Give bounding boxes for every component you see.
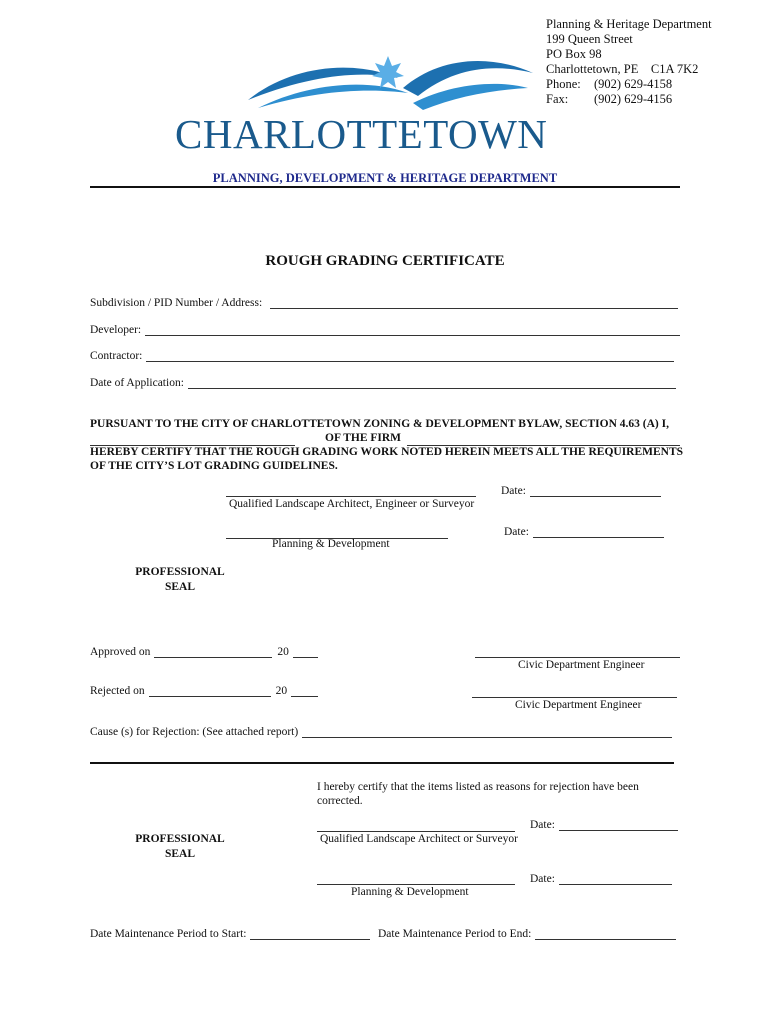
- logo-waves-icon: [238, 48, 538, 110]
- correction-planning-signature[interactable]: [317, 883, 515, 885]
- approved-on-label: Approved on: [90, 646, 151, 658]
- date-label: Date:: [501, 485, 526, 497]
- phone-number: (902) 629-4158: [594, 77, 673, 91]
- city-postal: Charlottetown, PE C1A 7K2: [546, 62, 699, 76]
- qualified-signature-line[interactable]: [226, 495, 476, 497]
- rejected-on-field[interactable]: [90, 685, 318, 697]
- correction-qualified-signature[interactable]: [317, 830, 515, 832]
- correction-planning-caption: Planning & Development: [351, 886, 469, 898]
- correction-statement: [317, 780, 677, 808]
- contractor-field[interactable]: [90, 350, 674, 362]
- phone-label: Phone:: [546, 77, 581, 91]
- planning-date-field[interactable]: [504, 526, 664, 538]
- phone-row: [546, 77, 712, 92]
- maintenance-end-label: Date Maintenance Period to End:: [378, 928, 532, 940]
- approved-engineer-signature[interactable]: [475, 656, 680, 658]
- developer-label: Developer:: [90, 324, 142, 336]
- department-name: Planning & Heritage Department: [546, 17, 712, 31]
- year-prefix: 20: [275, 685, 288, 697]
- certification-line-2: [90, 431, 680, 446]
- correction-statement-line-1: I hereby certify that the items listed as reasons for rejection have been: [317, 781, 639, 793]
- address-block: [546, 17, 712, 107]
- seal-label: PROFESSIONAL: [135, 833, 225, 845]
- qualified-caption: Qualified Landscape Architect, Engineer or Surveyor: [229, 498, 475, 510]
- application-date-label: Date of Application:: [90, 377, 184, 389]
- correction-statement-line-2: corrected.: [317, 795, 363, 807]
- maintenance-end-field[interactable]: [378, 928, 676, 940]
- certification-line-4: OF THE CITY’S LOT GRADING GUIDELINES.: [90, 460, 338, 472]
- correction-qualified-caption: Qualified Landscape Architect or Surveyor: [320, 833, 518, 845]
- page-title: ROUGH GRADING CERTIFICATE: [265, 253, 505, 269]
- firm-blank[interactable]: [407, 434, 680, 446]
- correction-qualified-date-field[interactable]: [530, 819, 678, 831]
- seal-label: SEAL: [164, 848, 196, 860]
- rejection-cause-label: Cause (s) for Rejection: (See attached report): [90, 726, 299, 738]
- logo-wordmark: CHARLOTTETOWN: [175, 111, 548, 157]
- date-label: Date:: [530, 873, 555, 885]
- fax-number: (902) 629-4156: [594, 92, 673, 106]
- certification-line-1: PURSUANT TO THE CITY OF CHARLOTTETOWN ZONING & DEVELOPMENT BYLAW, SECTION 4.63 (A) I,: [90, 418, 669, 430]
- rejected-engineer-signature[interactable]: [472, 696, 677, 698]
- fax-row: [546, 92, 712, 107]
- subdivision-label: Subdivision / PID Number / Address:: [90, 297, 263, 309]
- section-divider: [90, 762, 674, 764]
- qualified-date-field[interactable]: [501, 485, 661, 497]
- year-prefix: 20: [277, 646, 289, 658]
- seal-label: SEAL: [164, 581, 196, 593]
- department-banner: PLANNING, DEVELOPMENT & HERITAGE DEPARTMENT: [212, 171, 558, 185]
- seal-label: PROFESSIONAL: [135, 566, 225, 578]
- firm-label: OF THE FIRM: [325, 432, 402, 444]
- name-blank[interactable]: [90, 434, 295, 446]
- header-divider: [90, 186, 680, 188]
- fax-label: Fax:: [546, 92, 569, 106]
- maintenance-start-field[interactable]: [90, 928, 370, 940]
- date-label: Date:: [504, 526, 529, 538]
- planning-caption: Planning & Development: [272, 538, 390, 550]
- rejected-on-label: Rejected on: [90, 685, 145, 697]
- developer-field[interactable]: [90, 324, 680, 336]
- correction-planning-date-field[interactable]: [530, 873, 672, 885]
- approved-on-field[interactable]: [90, 646, 318, 658]
- professional-seal-1: [130, 565, 230, 595]
- application-date-field[interactable]: [90, 377, 676, 389]
- date-label: Date:: [530, 819, 555, 831]
- professional-seal-2: [130, 832, 230, 862]
- maintenance-start-label: Date Maintenance Period to Start:: [90, 928, 247, 940]
- po-box: PO Box 98: [546, 47, 602, 61]
- rejected-engineer-caption: Civic Department Engineer: [515, 699, 642, 711]
- contractor-label: Contractor:: [90, 350, 143, 362]
- rejection-cause-field[interactable]: [90, 726, 672, 738]
- subdivision-field[interactable]: [90, 297, 678, 309]
- certification-line-3: HEREBY CERTIFY THAT THE ROUGH GRADING WORK NOTED HEREIN MEETS ALL THE REQUIREMENTS: [90, 446, 684, 458]
- street-address: 199 Queen Street: [546, 32, 633, 46]
- approved-engineer-caption: Civic Department Engineer: [518, 659, 645, 671]
